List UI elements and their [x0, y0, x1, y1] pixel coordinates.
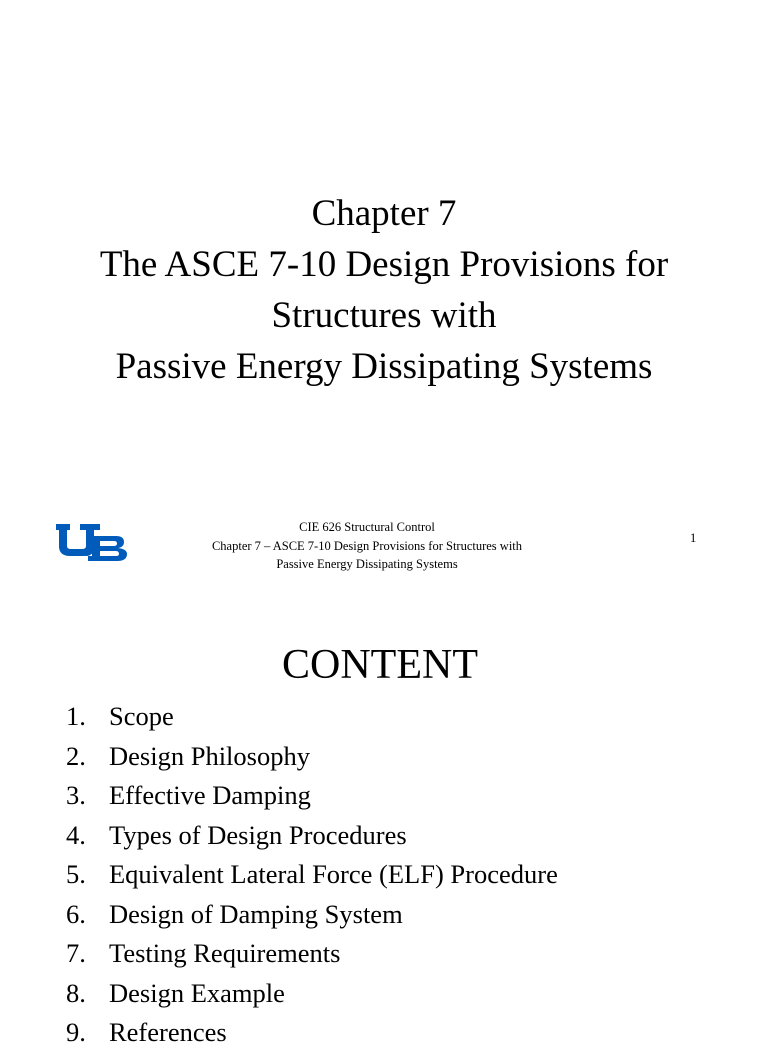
- title-line-3: Passive Energy Dissipating Systems: [115, 346, 653, 387]
- list-item: [66, 855, 558, 895]
- list-item: [66, 974, 558, 1014]
- list-item-number: 2.: [66, 740, 86, 771]
- content-list: [66, 697, 558, 1053]
- list-item-number: 1.: [66, 701, 86, 731]
- footer-chapter-line-2: Passive Energy Dissipating Systems: [276, 557, 458, 571]
- list-item-number: 9.: [66, 1017, 86, 1047]
- list-item-text: Equivalent Lateral Force (ELF) Procedure: [109, 859, 558, 889]
- list-item-text: Design of Damping System: [109, 898, 403, 929]
- list-item-text: Scope: [109, 701, 174, 731]
- list-item: [66, 1013, 558, 1053]
- list-item-number: 7.: [66, 938, 86, 968]
- footer-chapter-line-1: Chapter 7 – ASCE 7-10 Design Provisions for Structures with: [211, 538, 523, 553]
- title-line-chapter: Chapter 7: [311, 193, 457, 234]
- list-item-number: 6.: [66, 898, 86, 929]
- list-item-number: 3.: [66, 780, 86, 810]
- title-line-1: The ASCE 7-10 Design Provisions for: [99, 244, 669, 285]
- list-item: [66, 737, 558, 777]
- ub-logo-icon: [56, 522, 128, 562]
- list-item: [66, 816, 558, 856]
- page-number: 1: [690, 531, 697, 545]
- list-item: [66, 895, 558, 935]
- list-item-text: Effective Damping: [109, 780, 311, 810]
- list-item-text: Types of Design Procedures: [109, 819, 407, 850]
- list-item-text: Design Example: [109, 977, 285, 1008]
- slide-title: [0, 188, 768, 392]
- list-item-number: 4.: [66, 819, 86, 850]
- title-line-2: Structures with: [271, 295, 497, 336]
- list-item-text: References: [109, 1017, 227, 1047]
- footer-course: CIE 626 Structural Control: [299, 520, 435, 534]
- list-item: [66, 697, 558, 737]
- footer-text: [160, 518, 574, 574]
- content-heading: CONTENT: [282, 642, 478, 688]
- list-item: [66, 934, 558, 974]
- list-item-number: 5.: [66, 859, 86, 889]
- list-item-text: Design Philosophy: [109, 740, 310, 771]
- list-item-number: 8.: [66, 977, 86, 1008]
- list-item-text: Testing Requirements: [109, 938, 341, 968]
- list-item: [66, 776, 558, 816]
